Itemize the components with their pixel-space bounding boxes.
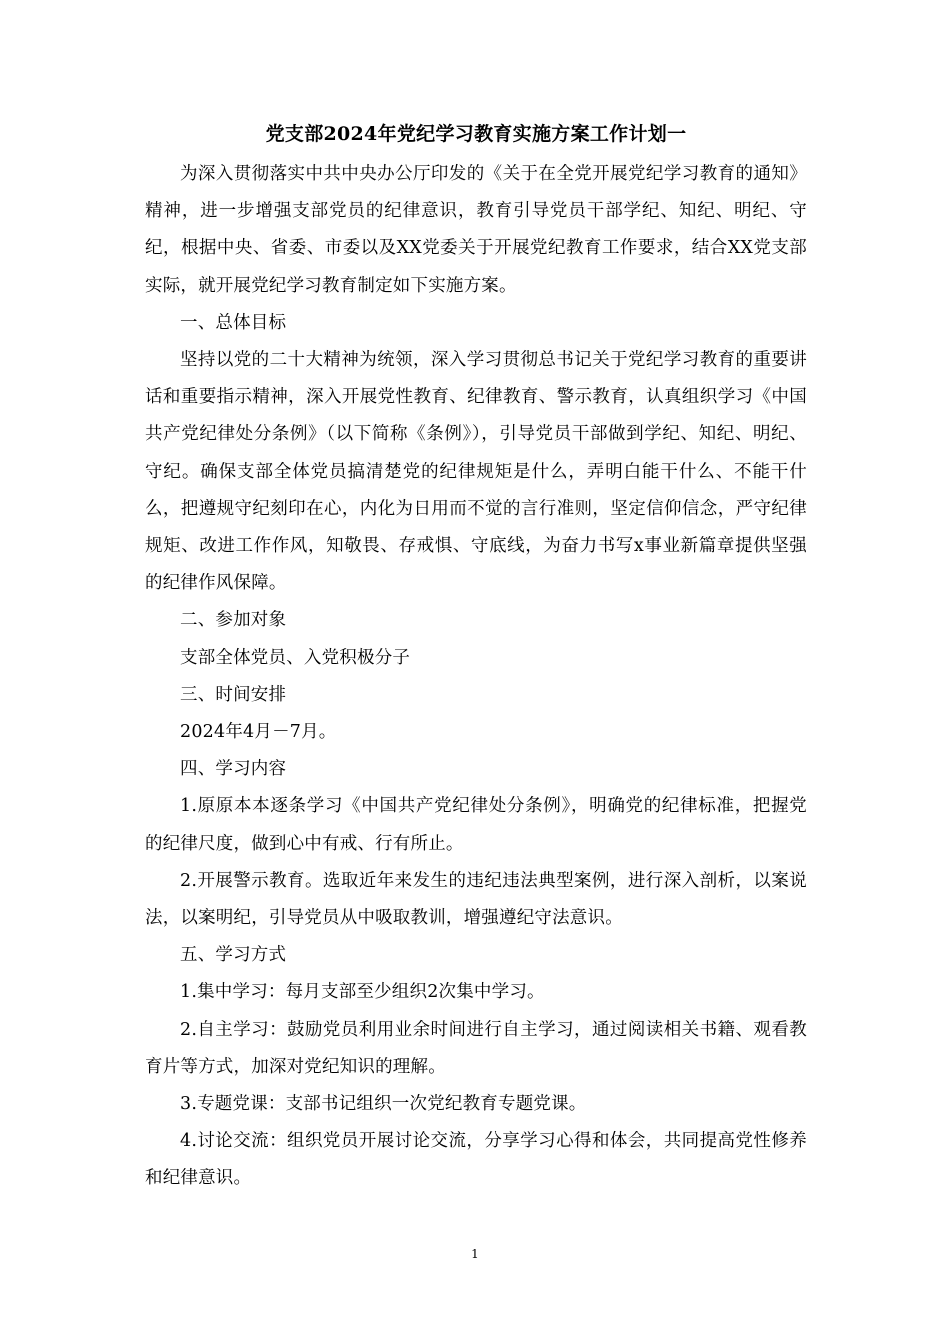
section-study-methods (145, 937, 807, 1197)
section-heading: 二、参加对象 (180, 610, 287, 631)
section-paragraph: 2024年4月－7月。 (180, 722, 337, 743)
document-body (145, 112, 807, 1198)
section-paragraph: 2.开展警示教育。选取近年来发生的违纪违法典型案例，进行深入剖析，以案说法，以案明纪，引导党员从中吸取教训，增强遵纪守法意识。 (145, 870, 807, 929)
intro-paragraph: 为深入贯彻落实中共中央办公厅印发的《关于在全党开展党纪学习教育的通知》精神，进一步增强支部党员的纪律意识，教育引导党员干部学纪、知纪、明纪、守纪，根据中央、省委、市委以及XX党委关于开展党纪教育工作要求，结合XX党支部实际，就开展党纪学习教育制定如下实施方案。 (145, 164, 807, 296)
section-general-goal (145, 305, 807, 603)
section-paragraph: 坚持以党的二十大精神为统领，深入学习贯彻总书记关于党纪学习教育的重要讲话和重要指示精神，深入开展党性教育、纪律教育、警示教育，认真组织学习《中国共产党纪律处分条例》（以下简称《条例》），引导党员干部做到学纪、知纪、明纪、守纪。确保支部全体党员搞清楚党的纪律规矩是什么，弄明白能干什么、不能干什么，把遵规守纪刻印在心，内化为日用而不觉的言行准则，坚定信仰信念，严守纪律规矩、改进工作作风，知敬畏、存戒惧、守底线，为奋力书写x事业新篇章提供坚强的纪律作风保障。 (145, 350, 807, 594)
section-paragraph: 2.自主学习：鼓励党员利用业余时间进行自主学习，通过阅读相关书籍、观看教育片等方式，加深对党纪知识的理解。 (145, 1019, 807, 1077)
section-heading: 三、时间安排 (180, 684, 287, 705)
section-paragraph: 3.专题党课：支部书记组织一次党纪教育专题党课。 (180, 1094, 587, 1115)
section-heading: 一、总体目标 (180, 312, 287, 333)
section-heading: 四、学习内容 (180, 759, 287, 780)
document-title: 党支部2024年党纪学习教育实施方案工作计划一 (265, 123, 687, 145)
section-schedule (145, 677, 807, 751)
section-paragraph: 支部全体党员、入党积极分子 (180, 647, 411, 668)
section-heading: 五、学习方式 (180, 945, 287, 966)
section-paragraph: 1.集中学习：每月支部至少组织2次集中学习。 (180, 982, 545, 1003)
section-paragraph: 1.原原本本逐条学习《中国共产党纪律处分条例》，明确党的纪律标准，把握党的纪律尺度，做到心中有戒、行有所止。 (145, 796, 807, 854)
section-paragraph: 4.讨论交流：组织党员开展讨论交流，分享学习心得和体会，共同提高党性修养和纪律意识。 (145, 1131, 807, 1189)
page-number: 1 (471, 1247, 479, 1261)
section-study-content (145, 751, 807, 937)
section-participants (145, 602, 807, 676)
